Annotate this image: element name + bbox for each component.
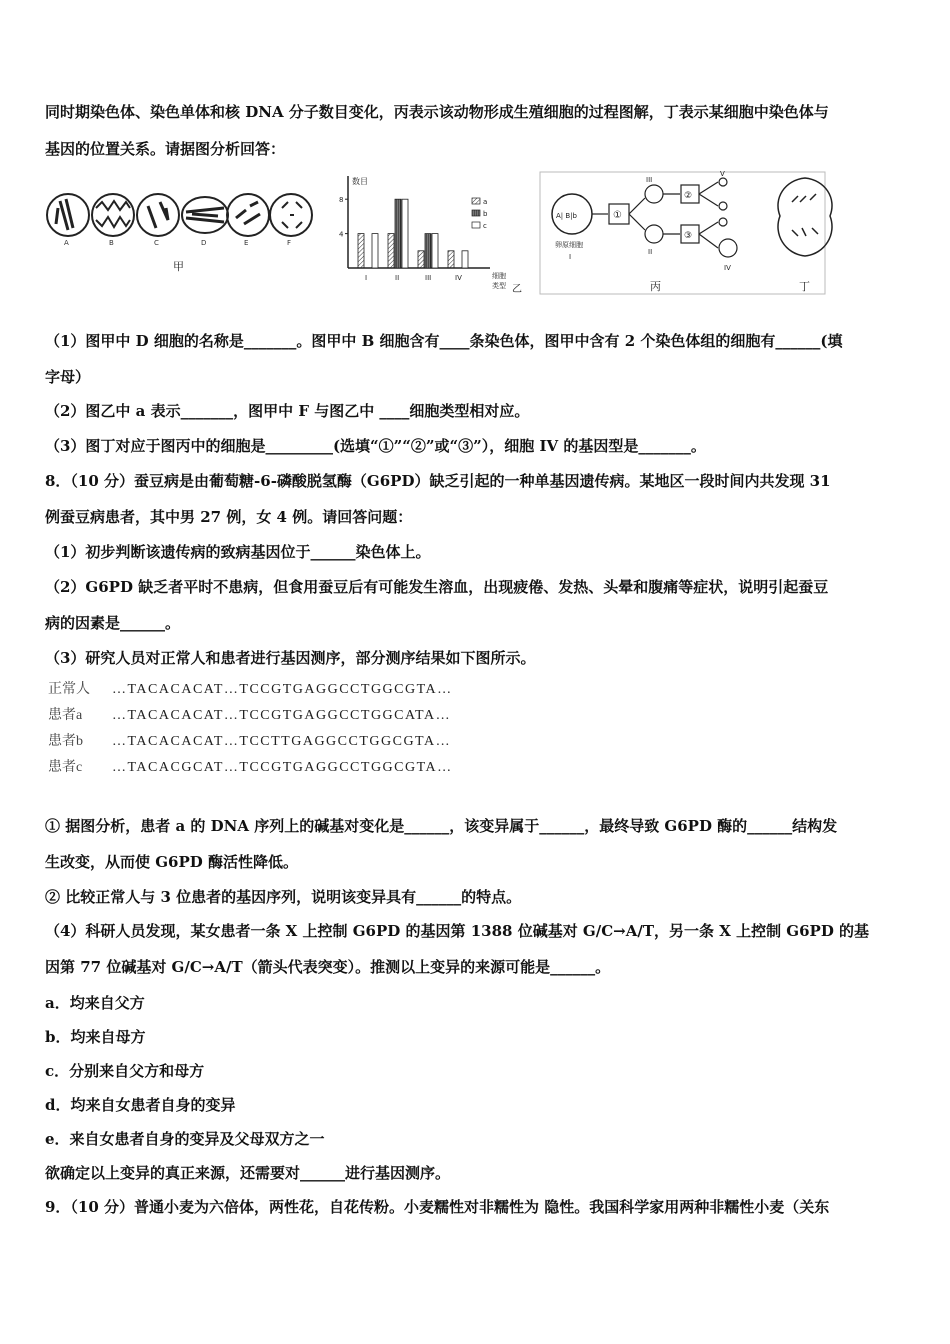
- q8-part3: （3）研究人员对正常人和患者进行基因测序，部分测序结果如下图所示。: [45, 649, 536, 667]
- option-a: a．均来自父方: [45, 994, 145, 1012]
- sequence-row: [48, 706, 451, 726]
- figure-bing: [540, 170, 825, 294]
- cell-ii-bottom: [645, 225, 663, 243]
- cell-f: [270, 194, 312, 236]
- q8-sub2: ② 比较正常人与 3 位患者的基因序列，说明该变异具有______的特点。: [45, 888, 522, 906]
- sequence-value: …TACACACAT…TCCTTGAGGCCTGGCGTA…: [112, 734, 452, 749]
- option-d: d．均来自女患者自身的变异: [45, 1096, 236, 1114]
- numeral-label: IV: [724, 264, 731, 272]
- dividing-cell: [778, 178, 832, 256]
- intro-line-2: 基因的位置关系。请据图分析回答：: [45, 140, 286, 158]
- sequence-row: [48, 732, 451, 752]
- option-e: e．来自女患者自身的变异及父母双方之一: [45, 1130, 325, 1148]
- egg-cell: [719, 239, 737, 257]
- x-tick-label: I: [365, 274, 368, 282]
- sequence-value: …TACACACAT…TCCGTGAGGCCTGGCATA…: [112, 708, 452, 723]
- figure-panel: [40, 168, 840, 298]
- q8-heading-line1: 8．（10 分）蚕豆病是由葡萄糖-6-磷酸脱氢酶（G6PD）缺乏引起的一种单基因遗传病。某地区一段时间内共发现 31: [45, 472, 831, 490]
- legend-label: c: [483, 222, 487, 230]
- q7-part3: （3）图丁对应于图丙中的细胞是_________(选填“①”“②”或“③”），细胞 IV 的基因型是_______。: [45, 437, 706, 455]
- figure-ding-caption: 丁: [799, 280, 810, 293]
- cell-label: B: [109, 239, 114, 247]
- bar-a-II: [388, 234, 394, 268]
- numeral-label: V: [720, 170, 725, 178]
- stage-label: ③: [684, 231, 693, 241]
- q7-part1-line2: 字母）: [45, 368, 91, 386]
- polar-body: [719, 218, 727, 226]
- polar-body: [719, 178, 727, 186]
- cell-label: D: [201, 239, 207, 247]
- bar-b-III: [425, 234, 431, 268]
- figure-jia-caption: 甲: [173, 260, 184, 273]
- bar-a-IV: [448, 251, 454, 268]
- y-tick-label: 4: [339, 230, 344, 239]
- figure-yi-chart: [339, 176, 522, 295]
- y-tick-label: 8: [339, 196, 344, 205]
- option-c: c．分别来自父方和母方: [45, 1062, 205, 1080]
- sequence-row: [48, 758, 453, 778]
- legend-swatch-a: [472, 198, 480, 204]
- figure-ding: [778, 178, 832, 293]
- q7-part1-line1: （1）图甲中 D 细胞的名称是_______。图甲中 B 细胞含有____条染色体，图甲中含有 2 个染色体组的细胞有______(填: [45, 332, 843, 350]
- x-tick-label: III: [425, 274, 432, 282]
- x-tick-label: IV: [455, 274, 462, 282]
- q8-tail: 欲确定以上变异的真正来源，还需要对______进行基因测序。: [45, 1164, 451, 1182]
- sequence-label: 患者b: [48, 734, 83, 749]
- x-axis-label-top: 细胞: [492, 272, 506, 280]
- x-tick-label: II: [395, 274, 400, 282]
- q8-heading-line2: 例蚕豆病患者，其中男 27 例，女 4 例。请回答问题：: [45, 508, 413, 526]
- q7-part2: （2）图乙中 a 表示_______，图甲中 F 与图乙中 ____细胞类型相对应。: [45, 402, 530, 420]
- cell-e: [227, 194, 269, 236]
- sequence-label: 患者a: [48, 708, 83, 723]
- intro-line-1: 同时期染色体、染色单体和核 DNA 分子数目变化，丙表示该动物形成生殖细胞的过程图解，丁表示某细胞中染色体与: [45, 103, 829, 121]
- bar-c-III: [432, 234, 438, 268]
- q8-part4-line2: 因第 77 位碱基对 G/C→A/T（箭头代表突变）。推测以上变异的来源可能是______。: [45, 958, 611, 976]
- cell-ii-top: [645, 185, 663, 203]
- x-axis-label-bottom: 类型: [492, 282, 506, 290]
- legend-label: a: [483, 198, 488, 206]
- oogonium-label: 卵原细胞: [555, 241, 583, 249]
- bar-c-II: [402, 199, 408, 268]
- sequence-value: …TACACACAT…TCCGTGAGGCCTGGCGTA…: [112, 682, 453, 697]
- q8-part1: （1）初步判断该遗传病的致病基因位于______染色体上。: [45, 543, 431, 561]
- bar-c-I: [372, 234, 378, 268]
- cell-a: [47, 194, 89, 236]
- figure-yi-caption: 乙: [512, 284, 522, 295]
- legend-swatch-b: [472, 210, 480, 216]
- legend: [472, 198, 488, 230]
- numeral-label: I: [569, 253, 572, 261]
- stage-label: ①: [613, 210, 622, 221]
- cell-c: [137, 194, 179, 236]
- cell-b: [92, 194, 134, 236]
- q8-sub1-line1: ① 据图分析，患者 a 的 DNA 序列上的碱基对变化是______，该变异属于______，最终导致 G6PD 酶的______结构发: [45, 817, 838, 835]
- figure-jia: [47, 194, 312, 273]
- y-axis-label: 数目: [352, 177, 368, 186]
- figure-bing-caption: 丙: [650, 280, 661, 293]
- oogonium-genes: A| B|b: [556, 212, 577, 220]
- q9-heading: 9．（10 分）普通小麦为六倍体，两性花，自花传粉。小麦糯性对非糯性为 隐性。我国科学家用两种非糯性小麦（关东: [45, 1198, 830, 1216]
- cell-label: E: [244, 239, 249, 247]
- q8-part2-line2: 病的因素是______。: [45, 614, 181, 632]
- polar-body: [719, 202, 727, 210]
- sequence-label: 正常人: [48, 682, 90, 697]
- sequence-label: 患者c: [48, 760, 83, 775]
- cell-label: F: [287, 239, 292, 247]
- bar-c-IV: [462, 251, 468, 268]
- q8-part4-line1: （4）科研人员发现，某女患者一条 X 上控制 G6PD 的基因第 1388 位碱基对 G/C→A/T，另一条 X 上控制 G6PD 的基: [45, 922, 870, 940]
- bar-a-I: [358, 234, 364, 268]
- legend-label: b: [483, 210, 488, 218]
- sequence-row: [48, 680, 453, 700]
- sequence-value: …TACACGCAT…TCCGTGAGGCCTGGCGTA…: [112, 760, 453, 775]
- option-b: b．均来自母方: [45, 1028, 146, 1046]
- cell-d: [182, 197, 228, 233]
- bar-a-III: [418, 251, 424, 268]
- legend-swatch-c: [472, 222, 480, 228]
- numeral-label: III: [646, 176, 653, 184]
- q8-part2-line1: （2）G6PD 缺乏者平时不患病，但食用蚕豆后有可能发生溶血，出现疲倦、发热、头晕和腹痛等症状，说明引起蚕豆: [45, 578, 829, 596]
- q8-sub1-line2: 生改变，从而使 G6PD 酶活性降低。: [45, 853, 298, 871]
- stage-label: ②: [684, 191, 693, 201]
- cell-label: A: [64, 239, 69, 247]
- numeral-label: II: [648, 248, 653, 256]
- cell-label: C: [154, 239, 159, 247]
- bar-b-II: [395, 199, 401, 268]
